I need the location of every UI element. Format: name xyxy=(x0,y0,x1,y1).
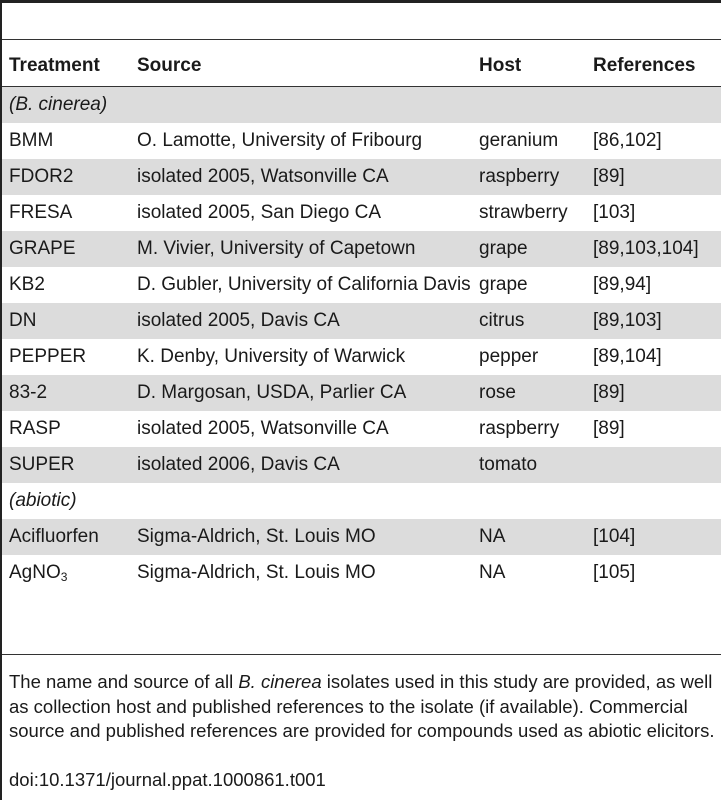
cell-references: [105] xyxy=(593,562,636,583)
cell-treatment: FDOR2 xyxy=(2,159,130,195)
table-row xyxy=(2,123,721,159)
cell-host: grape xyxy=(479,274,528,295)
cell-references: [89] xyxy=(586,375,721,411)
cell-host: strawberry xyxy=(479,202,568,223)
treatment-subscript: 3 xyxy=(60,570,68,584)
isolates-table xyxy=(2,44,721,591)
cell-source: O. Lamotte, University of Fribourg xyxy=(137,130,423,151)
cell-source: Sigma-Aldrich, St. Louis MO xyxy=(137,562,376,583)
cell-treatment: RASP xyxy=(9,418,61,439)
cell-references: [89] xyxy=(593,418,625,439)
footnote-species: B. cinerea xyxy=(238,671,322,692)
table-footnote xyxy=(9,670,717,744)
cell-references: [86,102] xyxy=(593,130,662,151)
table-body xyxy=(2,87,721,592)
cell-host: NA xyxy=(479,562,506,583)
cell-source: isolated 2005, Watsonville CA xyxy=(130,159,472,195)
table-row xyxy=(2,231,721,267)
header-references: References xyxy=(593,55,696,76)
cell-treatment: FRESA xyxy=(9,202,73,223)
cell-source: K. Denby, University of Warwick xyxy=(137,346,406,367)
table-row xyxy=(2,447,721,483)
top-rule xyxy=(2,39,721,40)
header-treatment: Treatment xyxy=(9,55,100,76)
cell-host: raspberry xyxy=(472,159,586,195)
header-host: Host xyxy=(479,55,522,76)
header-source: Source xyxy=(137,55,202,76)
doi: doi:10.1371/journal.ppat.1000861.t001 xyxy=(9,769,326,790)
cell-host: grape xyxy=(472,231,586,267)
section-label: (B. cinerea) xyxy=(2,87,721,124)
cell-references: [89,103,104] xyxy=(586,231,721,267)
cell-host: tomato xyxy=(472,447,586,483)
section-row xyxy=(2,87,721,124)
cell-source: isolated 2005, Watsonville CA xyxy=(137,418,389,439)
cell-references: [89,94] xyxy=(593,274,652,295)
cell-treatment: DN xyxy=(2,303,130,339)
cell-treatment: BMM xyxy=(9,130,54,151)
cell-host: rose xyxy=(472,375,586,411)
cell-source: M. Vivier, University of Capetown xyxy=(130,231,472,267)
cell-references: [103] xyxy=(593,202,636,223)
table-row xyxy=(2,375,721,411)
table-row xyxy=(2,339,721,375)
cell-source: D. Gubler, University of California Davis xyxy=(137,274,471,295)
cell-source: isolated 2006, Davis CA xyxy=(130,447,472,483)
cell-references: [104] xyxy=(586,519,721,555)
cell-source: isolated 2005, Davis CA xyxy=(130,303,472,339)
cell-source: D. Margosan, USDA, Parlier CA xyxy=(130,375,472,411)
footnote-text-start: The name and source of all xyxy=(9,671,239,692)
table-row xyxy=(2,303,721,339)
cell-references: [89] xyxy=(586,159,721,195)
cell-treatment xyxy=(2,555,130,591)
cell-treatment: Acifluorfen xyxy=(2,519,130,555)
table-row xyxy=(2,519,721,555)
table-row xyxy=(2,411,721,447)
table-row xyxy=(2,555,721,591)
cell-host: raspberry xyxy=(479,418,560,439)
cell-references: [89,103] xyxy=(586,303,721,339)
cell-treatment: KB2 xyxy=(9,274,45,295)
section-label: (abiotic) xyxy=(9,490,77,511)
cell-host: geranium xyxy=(479,130,559,151)
cell-source: Sigma-Aldrich, St. Louis MO xyxy=(130,519,472,555)
cell-host: citrus xyxy=(472,303,586,339)
cell-treatment: PEPPER xyxy=(9,346,87,367)
cell-host: pepper xyxy=(479,346,539,367)
cell-treatment: GRAPE xyxy=(2,231,130,267)
table-row xyxy=(2,267,721,303)
cell-references xyxy=(586,447,721,483)
header-row xyxy=(2,44,721,87)
cell-treatment: 83-2 xyxy=(2,375,130,411)
table-row xyxy=(2,159,721,195)
cell-host: NA xyxy=(472,519,586,555)
section-row xyxy=(2,483,721,519)
treatment-text: AgNO xyxy=(9,562,61,583)
cell-references: [89,104] xyxy=(593,346,662,367)
footnote-text-end: isolates used in this study are provided, as well as collection host and published references to the isolate (if available). Commercial source and published references are provided for compounds used as abiotic elicitors. xyxy=(9,671,715,741)
cell-source: isolated 2005, San Diego CA xyxy=(137,202,381,223)
bottom-rule xyxy=(2,654,721,655)
cell-treatment: SUPER xyxy=(2,447,130,483)
table-row xyxy=(2,195,721,231)
